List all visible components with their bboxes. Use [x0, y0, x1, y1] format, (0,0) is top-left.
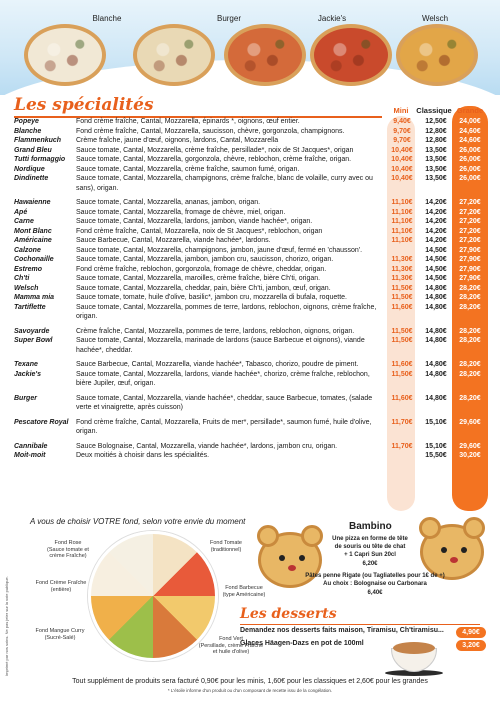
menu-row — [14, 155, 494, 165]
price-grande: 28,20€ — [459, 294, 481, 301]
price-mini: 10,40€ — [391, 146, 413, 154]
price-classique: 14,50€ — [425, 256, 447, 263]
pizza-description: Fond crème fraîche, Cantal, Mozzarella, noix de St Jacques*, reblochon, origan — [76, 227, 323, 235]
pizza-image-1 — [24, 24, 106, 86]
price-mini: 11,30€ — [391, 265, 413, 273]
specialites-title: Les spécialités — [14, 95, 154, 115]
price-mini: 11,70€ — [391, 442, 413, 450]
price-grande: 24,00€ — [459, 118, 481, 125]
bear-eye-left — [441, 547, 447, 553]
fond-label-vert: Fond Vert (Persillade, crème Fraîche et huile d'olive) — [198, 636, 264, 655]
price-mini: 11,70€ — [391, 418, 413, 426]
price-mini: 9,70€ — [393, 127, 411, 135]
price-classique: 14,20€ — [425, 208, 447, 216]
pizza-name: Calzone — [14, 246, 41, 254]
price-classique: 14,80€ — [425, 284, 447, 292]
pizza-description: Sauce tomate, Cantal, Mozzarella, jambon, jambon cru, saucisson, chorizo, origan. — [76, 256, 334, 263]
pizza-description: Sauce Barbecue, Cantal, Mozzarella, viande hachée*, lardons. — [76, 237, 271, 244]
pizza-name: Blanche — [14, 127, 42, 135]
bambino-line-5: Au choix : Bolognaise ou Carbonara — [323, 581, 427, 587]
bear-ear-right — [463, 517, 485, 539]
pizza-name: Tartiflette — [14, 303, 46, 311]
dessert-price-homemade: 4,90€ — [456, 627, 486, 638]
column-header-grande: Grande — [456, 106, 484, 115]
menu-row — [14, 265, 494, 275]
price-grande: 27,20€ — [459, 218, 481, 225]
price-classique: 13,50€ — [425, 165, 447, 173]
price-grande: 27,20€ — [459, 237, 481, 244]
price-mini: 11,10€ — [391, 237, 413, 244]
pizza-description: Sauce tomate, Cantal, Mozzarella, fromage de chèvre, miel, origan. — [76, 208, 286, 216]
fond-label-creme: Fond Crème Fraîche (entière) — [35, 580, 87, 593]
price-mini: 11,10€ — [391, 208, 413, 216]
pizza-description: Sauce tomate, Cantal, Mozzarella, maroilles, crème fraîche, bière Ch'ti, origan. — [76, 275, 321, 282]
pizza-description: Sauce tomate, tomate, huile d'olive, basilic*, jambon cru, mozzarella di bufala, roquette. — [76, 294, 347, 301]
price-grande: 29,60€ — [459, 442, 481, 450]
menu-row — [14, 127, 494, 137]
pizza-name: Estremo — [14, 265, 43, 273]
pizza-image-blanche — [133, 24, 215, 86]
print-note: Imprimé par nos soins. Ne pas jeter sur la voie publique. — [4, 576, 9, 676]
pizza-name: Pescatore Royal — [14, 418, 69, 426]
price-grande: 28,20€ — [459, 337, 481, 344]
pizza-label-jackies: Jackie's — [317, 14, 347, 23]
pizza-description: Fond crème fraîche, Cantal, Mozzarella, Fruits de mer*, persillade*, saumon fumé, huile d'olive, origan. — [76, 418, 372, 435]
desserts-title: Les desserts — [240, 606, 337, 622]
menu-row — [14, 451, 494, 461]
menu-row — [14, 274, 494, 284]
dessert-item-haagen-dazs: Glaces Häagen-Dazs en pot de 100ml — [240, 640, 364, 647]
price-grande: 24,60€ — [459, 127, 481, 135]
price-grande: 28,20€ — [459, 394, 481, 402]
price-classique: 14,20€ — [425, 227, 447, 235]
menu-row — [14, 208, 494, 218]
menu-row — [14, 336, 494, 355]
pizza-description: Sauce tomate, Cantal, Mozzarella, gorgonzola, chèvre, reblochon, crème fraîche, origan. — [76, 156, 352, 163]
column-header-classique: Classique — [416, 106, 452, 115]
price-classique: 14,80€ — [425, 303, 447, 311]
price-classique: 15,10€ — [425, 442, 447, 450]
price-grande: 27,20€ — [459, 208, 481, 216]
price-mini: 10,40€ — [391, 156, 413, 163]
price-classique: 14,80€ — [425, 327, 447, 335]
price-classique: 14,80€ — [425, 394, 447, 402]
pizza-name: Hawaienne — [14, 199, 51, 206]
price-classique: 14,80€ — [425, 294, 447, 301]
pizza-description: Sauce Bolognaise, Cantal, Mozzarella, viande hachée*, lardons, jambon cru, origan. — [76, 442, 338, 450]
price-grande: 26,00€ — [459, 146, 481, 154]
pizza-label-blanche: Blanche — [92, 14, 122, 23]
pizza-name: Savoyarde — [14, 327, 50, 335]
price-grande: 28,20€ — [459, 361, 481, 368]
price-mini: 11,30€ — [391, 256, 413, 263]
price-classique: 14,50€ — [425, 246, 447, 254]
pizza-description: Sauce Barbecue, Cantal, Mozzarella, viande hachée*, Tabasco, chorizo, poudre de piment. — [76, 361, 359, 368]
dessert-price-haagen-dazs: 3,20€ — [456, 640, 486, 651]
pizza-description: Sauce tomate, Cantal, Mozzarella, crème fraîche, persillade*, noix de St Jacques*, origan — [76, 146, 354, 154]
bear-nose — [450, 557, 458, 563]
price-classique: 14,50€ — [425, 265, 447, 273]
pizza-name: Texane — [14, 361, 38, 368]
price-classique: 13,50€ — [425, 146, 447, 154]
price-mini: 11,10€ — [391, 227, 413, 235]
menu-row — [14, 217, 494, 227]
menu-row — [14, 418, 494, 437]
fond-title: A vous de choisir VOTRE fond, selon votre envie du moment — [30, 517, 246, 526]
pizza-name: Grand Bleu — [14, 146, 52, 154]
price-grande: 26,00€ — [459, 175, 481, 182]
menu-row — [14, 360, 494, 370]
fond-label-tomate: Fond Tomate (traditionnel) — [209, 540, 242, 553]
price-classique: 13,50€ — [425, 156, 447, 163]
menu-row — [14, 136, 494, 146]
menu-row — [14, 284, 494, 294]
menu-row — [14, 327, 494, 337]
menu-row — [14, 303, 494, 322]
price-classique: 13,50€ — [425, 175, 447, 182]
bambino-price-1: 6,20€ — [362, 561, 378, 567]
bear-eye-right — [299, 555, 305, 561]
price-mini: 10,40€ — [391, 175, 413, 182]
pizza-name: Carne — [14, 218, 34, 225]
price-mini: 11,50€ — [391, 337, 413, 344]
pizza-name: Burger — [14, 394, 37, 402]
price-classique: 12,50€ — [425, 118, 447, 125]
pizza-name: Apé — [14, 208, 28, 216]
price-mini: 11,50€ — [391, 327, 413, 335]
pizza-description: Sauce tomate, Cantal, Mozzarella, champignons, crème fraîche, blanc de volaille, curry avec ou sans), origan. — [76, 175, 373, 192]
price-classique: 14,80€ — [425, 337, 447, 344]
price-grande: 29,60€ — [459, 418, 481, 426]
price-mini: 10,40€ — [391, 165, 413, 173]
pizza-description: Fond crème fraîche, Cantal, Mozzarella, saucisson, chèvre, gorgonzola, champignons. — [76, 127, 345, 135]
frozen-product-note: * L'étoile informe d'un produit ou d'un composant de recette issu de la congélation. — [167, 688, 333, 693]
price-classique: 12,80€ — [425, 137, 447, 144]
price-classique: 12,80€ — [425, 127, 447, 135]
price-grande: 28,20€ — [459, 370, 481, 378]
price-grande: 30,20€ — [459, 452, 481, 459]
price-classique: 14,50€ — [425, 275, 447, 282]
price-grande: 27,90€ — [459, 256, 481, 263]
menu-row — [14, 246, 494, 256]
price-mini: 9,70€ — [393, 137, 411, 144]
pizza-name: Cannibale — [14, 442, 48, 450]
price-mini: 11,50€ — [391, 294, 413, 301]
menu-row — [14, 165, 494, 175]
price-grande: 26,00€ — [459, 165, 481, 173]
price-grande: 27,90€ — [459, 246, 481, 254]
menu-row — [14, 255, 494, 265]
pizza-image-burger — [224, 24, 306, 86]
price-classique: 14,20€ — [425, 218, 447, 225]
pizza-image-jackies — [310, 24, 392, 86]
menu-row — [14, 442, 494, 452]
pizza-name: Nordique — [14, 165, 45, 173]
dessert-item-homemade: Demandez nos desserts faits maison, Tiramisu, Ch'tiramisu... — [240, 627, 444, 634]
price-mini: 11,10€ — [391, 199, 413, 206]
price-classique: 15,10€ — [425, 418, 447, 426]
price-grande: 27,90€ — [459, 275, 481, 282]
pizza-description: Sauce tomate, Cantal, Mozzarella, crème fraîche, saumon fumé, origan. — [76, 165, 300, 173]
pizza-name: Super Bowl — [14, 337, 53, 344]
pizza-name: Cochonaille — [14, 256, 54, 263]
pizza-description: Fond crème fraîche, reblochon, gorgonzola, fromage de chèvre, cheddar, origan. — [76, 265, 327, 273]
pizza-name: Tutti formaggio — [14, 156, 66, 163]
pizza-banner — [0, 0, 500, 95]
price-grande: 28,20€ — [459, 327, 481, 335]
price-mini: 11,60€ — [391, 303, 413, 311]
pizza-description: Crème fraîche, jaune d'œuf, oignons, lardons, Cantal, Mozzarella — [76, 137, 279, 144]
price-classique: 14,20€ — [425, 199, 447, 206]
bambino-line-2: de souris ou tête de chat — [334, 544, 406, 550]
pizza-description: Fond crème fraîche, Cantal, Mozzarella, épinards *, oignons, œuf entier. — [76, 118, 300, 125]
price-grande: 28,20€ — [459, 303, 481, 311]
fond-label-curry: Fond Mangue Curry (Sucré-Salé) — [35, 628, 85, 641]
price-classique: 14,80€ — [425, 370, 447, 378]
menu-row — [14, 236, 494, 246]
pizza-image-welsch — [396, 24, 478, 86]
pizza-name: Américaine — [14, 237, 52, 244]
bear-eye-left — [279, 555, 285, 561]
supplement-note: Tout supplément de produits sera facturé 0,90€ pour les minis, 1,60€ pour les classiques et 2,60€ pour les grandes — [72, 678, 428, 685]
menu-row — [14, 293, 494, 303]
bambino-line-1: Une pizza en forme de tête — [332, 536, 408, 542]
dessert-cream — [393, 642, 435, 654]
bambino-line-3: + 1 Capri Sun 20cl — [344, 552, 396, 558]
pizza-description: Deux moitiés à choisir dans les spécialités. — [76, 452, 210, 459]
menu-row — [14, 146, 494, 156]
menu-row — [14, 394, 494, 413]
price-grande: 26,00€ — [459, 156, 481, 163]
price-classique: 14,80€ — [425, 361, 447, 368]
price-mini: 11,50€ — [391, 370, 413, 378]
price-mini: 11,30€ — [391, 275, 413, 282]
pizza-name: Flammenkuch — [14, 137, 62, 144]
pizza-description: Sauce tomate, Cantal, Mozzarella, marinade de lardons (sauce Barbecue et oignons), viande hachée*, cheddar. — [76, 337, 365, 354]
pizza-description: Sauce tomate, Cantal, Mozzarella, viande hachée*, cheddar, sauce Barbecue, tomates, (salade verte et vinaigrette, après cuisson) — [76, 394, 373, 411]
desserts-underline — [240, 624, 480, 625]
menu-row — [14, 174, 494, 193]
pizza-name: Popeye — [14, 118, 39, 125]
price-classique: 14,20€ — [425, 237, 447, 244]
bambino-title: Bambino — [349, 521, 392, 532]
price-mini: 9,40€ — [393, 118, 411, 125]
price-mini: 11,50€ — [391, 284, 413, 292]
pizza-description: Sauce tomate, Cantal, Mozzarella, lardons, viande hachée*, chorizo, crème fraîche, reblochon, bière Jupiler, œuf, origan. — [76, 370, 370, 387]
bambino-price-2: 6,40€ — [367, 590, 383, 596]
pizza-name: Dindinette — [14, 175, 49, 182]
price-grande: 24,60€ — [459, 137, 481, 144]
pizza-name: Moit-moit — [14, 452, 46, 459]
pizza-label-welsch: Welsch — [421, 14, 449, 23]
pizza-name: Jackie's — [14, 370, 41, 378]
pizza-name: Welsch — [14, 284, 39, 292]
price-mini: 11,60€ — [391, 394, 413, 402]
pizza-name: Mamma mia — [14, 294, 55, 301]
menu-row — [14, 117, 494, 127]
pizza-name: Ch'ti — [14, 275, 30, 282]
price-mini: 11,10€ — [391, 218, 413, 225]
fond-label-rose: Fond Rose (Sauce tomate et crème Fraîche) — [47, 540, 89, 559]
pizza-description: Crème fraîche, Cantal, Mozzarella, pommes de terre, lardons, reblochon, oignons, origan. — [76, 327, 355, 335]
pizza-description: Sauce tomate, Cantal, Mozzarella, pommes de terre, lardons, reblochon, oignons, crème fraîche, origan. — [76, 303, 377, 320]
menu-row — [14, 198, 494, 208]
column-header-mini: Mini — [393, 106, 409, 115]
bear-nose — [288, 565, 296, 571]
menu-row — [14, 370, 494, 389]
bambino-line-4: Pâtes penne Rigate (ou Tagliatelles pour 1€ de +) — [305, 573, 445, 579]
price-grande: 27,90€ — [459, 265, 481, 273]
pizza-description: Sauce tomate, Cantal, Mozzarella, lardons, jambon, viande hachée*, origan. — [76, 218, 313, 225]
price-grande: 27,20€ — [459, 227, 481, 235]
specialites-list — [14, 117, 494, 461]
price-grande: 28,20€ — [459, 284, 481, 292]
pizza-description: Sauce tomate, Cantal, Mozzarella, cheddar, pain, bière Ch'ti, jambon, œuf, origan. — [76, 284, 331, 292]
pizza-label-burger: Burger — [216, 14, 241, 23]
bear-eye-right — [461, 547, 467, 553]
fond-label-barbecue: Fond Barbecue (type Américaine) — [222, 585, 266, 598]
price-mini: 11,60€ — [391, 361, 413, 368]
pizza-description: Sauce tomate, Cantal, Mozzarella, champignons, jambon, jaune d'œuf, fermé en 'chausson'. — [76, 246, 363, 254]
price-grande: 27,20€ — [459, 199, 481, 206]
price-classique: 15,50€ — [425, 452, 447, 459]
bear-ear-left — [257, 525, 279, 547]
pizza-name: Mont Blanc — [14, 227, 52, 235]
menu-row — [14, 227, 494, 237]
dessert-bowl-image — [385, 640, 443, 676]
pizza-description: Sauce tomate, Cantal, Mozzarella, ananas, jambon, origan. — [76, 199, 261, 206]
